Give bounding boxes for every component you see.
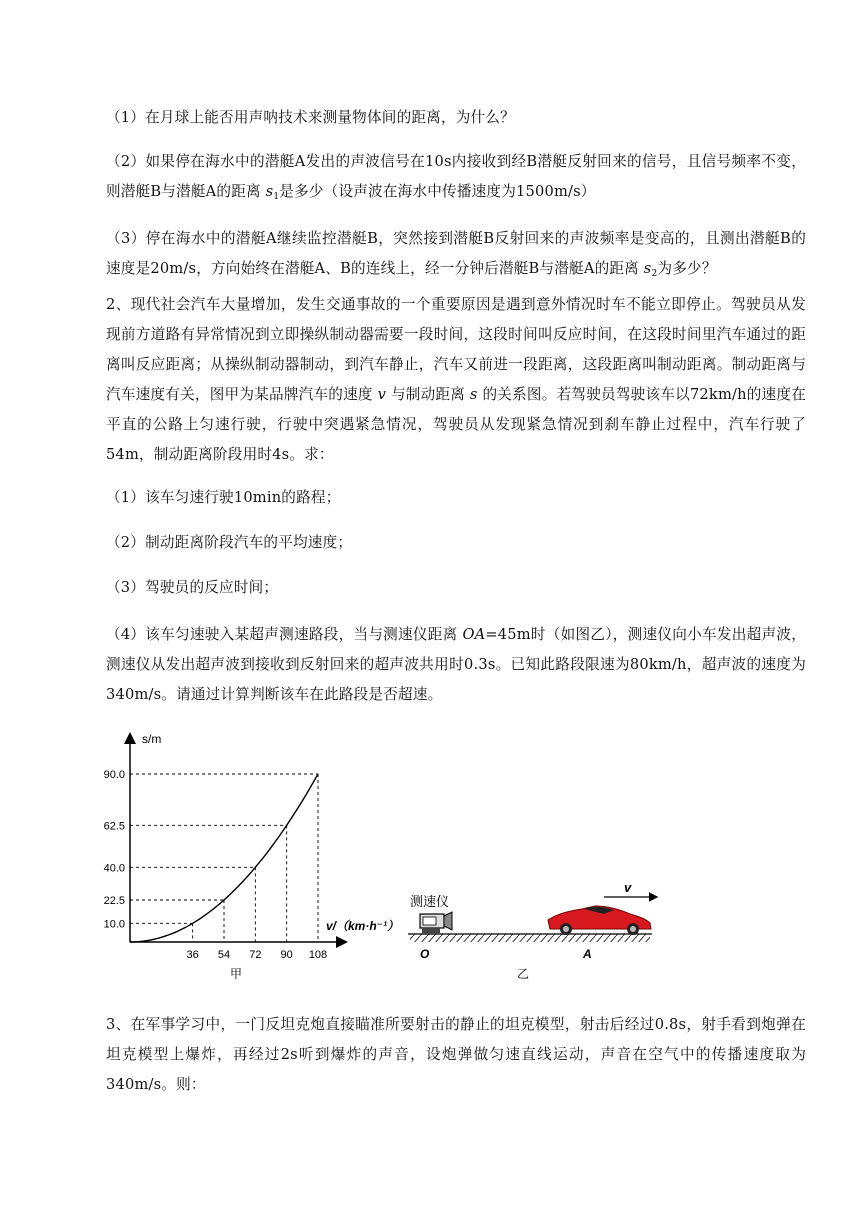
velocity-label: v: [624, 880, 632, 895]
q2-item1: （1）该车匀速行驶10min的路程；: [106, 489, 341, 506]
q2-item4-text: （4）该车匀速驶入某超声测速路段，当与测速仪距离: [106, 626, 463, 643]
subscript: 2: [651, 269, 658, 279]
q1-part3-text: （3）停在海水中的潜艇A继续监控潜艇B，突然接到潜艇B反射回来的声波频率是变高的，且测出潜艇B的速度是20m/s，方向始终在潜艇A、B的连线上，经一分钟后潜艇B与潜艇A的距离: [106, 230, 806, 277]
x-tick-label: 54: [217, 949, 231, 961]
var-oa: OA: [462, 626, 486, 643]
y-axis-label: s/m: [142, 732, 162, 746]
q2-intro-text: 2、现代社会汽车大量增加，发生交通事故的一个重要原因是遇到意外情况时车不能立即停止。驾驶员从发现前方道路有异常情况到立即操纵制动器需要一段时间，这段时间叫反应时间，在这段时间里汽车通过的距离叫反应距离；从操纵制动器制动，到汽车静止，汽车又前进一段距离，这段距离叫制动距离。制动距离与汽车速度有关，图甲为某品牌汽车的速度: [106, 296, 806, 403]
car-icon: [548, 906, 651, 935]
data-curve: [130, 774, 318, 942]
y-tick-label: 22.5: [103, 895, 125, 907]
y-tick-label: 62.5: [103, 820, 125, 833]
q2-item3: （3）驾驶员的反应时间；: [106, 579, 279, 596]
road-hatching: [410, 934, 650, 942]
y-tick-label: 10.0: [103, 918, 125, 931]
tick-labels: [104, 769, 328, 961]
stopping-distance-chart: [104, 732, 399, 981]
var-s: s: [265, 183, 274, 200]
speed-detector-diagram: [408, 880, 656, 981]
point-a-label: A: [583, 947, 592, 961]
x-tick-label: 72: [249, 949, 262, 961]
y-tick-label: 40.0: [103, 862, 125, 875]
q2-intro-text: 的关系图。若驾驶员驾驶该车以72km/h的速度在平直的公路上匀速行驶，行驶中突遇紧急情况，驾驶员从发现紧急情况到刹车静止过程中，汽车行驶了54m，制动距离阶段用时4s。求：: [106, 386, 806, 463]
figure-caption-right: 乙: [517, 967, 530, 981]
q2-item4-text: =45m时（如图乙），测速仪向小车发出超声波，测速仪从发出超声波到接收到反射回来的超声波共用时0.3s。已知此路段限速为80km/h，超声波的速度为340m/s。请通过计算判断该车在此路段是否超速。: [106, 626, 806, 703]
guide-lines: [130, 774, 318, 942]
q1-part2-text: （2）如果停在海水中的潜艇A发出的声波信号在10s内接收到经B潜艇反射回来的信号，且信号频率不变，则潜艇B与潜艇A的距离: [106, 153, 806, 200]
q1-part2-text-end: 是多少（设声波在海水中传播速度为1500m/s）: [279, 183, 596, 200]
q1-part3-text-end: 为多少？: [657, 260, 717, 277]
subscript: 1: [273, 192, 280, 202]
point-o-label: O: [420, 947, 430, 961]
x-tick-label: 90: [280, 949, 293, 961]
x-axis-label: v/（km·h⁻¹）: [326, 919, 400, 933]
figure-caption-left: 甲: [230, 967, 243, 981]
q2-item2: （2）制动距离阶段汽车的平均速度；: [106, 534, 353, 551]
x-tick-label: 36: [186, 949, 199, 961]
speed-detector-icon: [420, 912, 452, 934]
var-s: s: [643, 260, 652, 277]
x-tick-label: 108: [308, 949, 328, 961]
q3-text: 3、在军事学习中，一门反坦克炮直接瞄准所要射击的静止的坦克模型，射击后经过0.8s，射手看到炮弹在坦克模型上爆炸，再经过2s听到爆炸的声音，设炮弹做匀速直线运动，声音在空气中的传播速度取为340m/s。则：: [106, 1016, 806, 1093]
device-label: 测速仪: [410, 894, 450, 909]
var-v: v: [377, 386, 387, 403]
var-s: s: [469, 386, 478, 403]
q1-part1: （1）在月球上能否用声呐技术来测量物体间的距离，为什么？: [106, 109, 515, 126]
q2-intro-text: 与制动距离: [386, 386, 470, 403]
y-tick-label: 90.0: [103, 769, 125, 781]
